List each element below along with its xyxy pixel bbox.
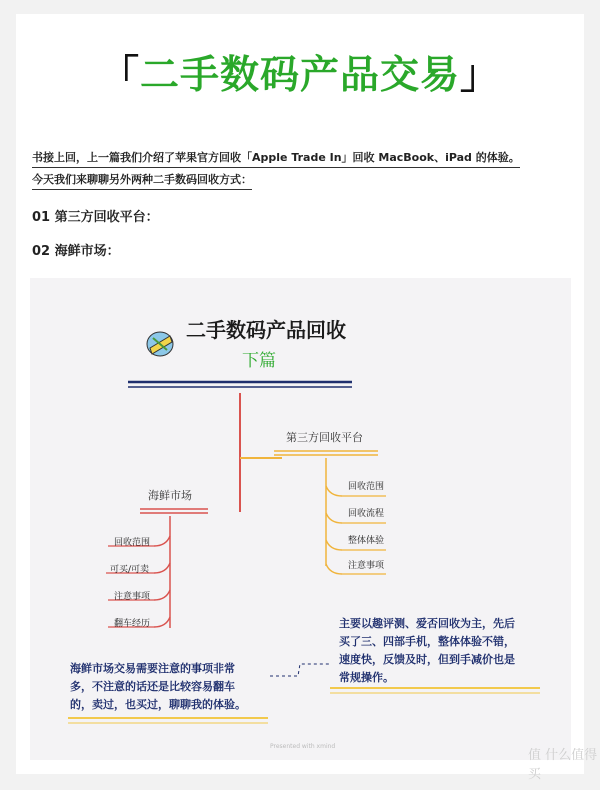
branch-label-xianyu: 海鲜市场 [148,489,192,502]
right-leaf-4: 注意事项 [348,561,385,571]
watermark: 值 什么值得买 [528,748,598,782]
mindmap-title: 二手数码产品回收 [186,318,346,342]
mindmap-subtitle: 下篇 [242,351,276,371]
title-text: 二手数码产品交易 [139,53,460,98]
left-leaf-4: 翻车经历 [114,619,151,629]
mindmap-panel [30,278,571,760]
left-note-line: 海鲜市场交易需要注意的事项非常 [70,662,235,675]
xmind-credit: Presented with xmind [270,743,336,750]
title-bracket-open: 「 [99,53,140,98]
left-note-line: 的，卖过，也买过，聊聊我的体验。 [70,698,246,711]
right-note-line: 常规操作。 [339,671,394,684]
left-leaf-1: 回收范围 [114,538,151,548]
left-leaf-3: 注意事项 [114,592,151,602]
section-heading-1: 01 第三方回收平台： [32,210,159,225]
mindmap-logo-icon [147,332,173,356]
title-bracket-close: 」 [460,53,501,98]
left-note-line: 多，不注意的话还是比较容易翻车 [70,680,235,693]
intro-line-2: 今天我们来聊聊另外两种二手数码回收方式： [32,171,252,190]
right-note [339,615,515,687]
left-leaf-2: 可买/可卖 [110,565,150,575]
right-leaf-1: 回收范围 [348,482,385,492]
intro-line-1: 书接上回，上一篇我们介绍了苹果官方回收「Apple Trade In」回收 MacBook、iPad 的体验。 [32,149,520,168]
left-note [70,660,246,714]
section-heading-2: 02 海鲜市场： [32,244,120,259]
right-leaf-3: 整体体验 [348,536,385,546]
right-leaf-2: 回收流程 [348,509,385,519]
right-note-line: 速度快，反馈及时，但到手减价也是 [339,653,515,666]
page-title [0,44,600,100]
right-note-line: 买了三、四部手机，整体体验不错， [339,635,515,648]
branch-label-third-party: 第三方回收平台 [286,431,363,444]
right-note-line: 主要以趣评测、爱否回收为主，先后 [339,617,515,630]
